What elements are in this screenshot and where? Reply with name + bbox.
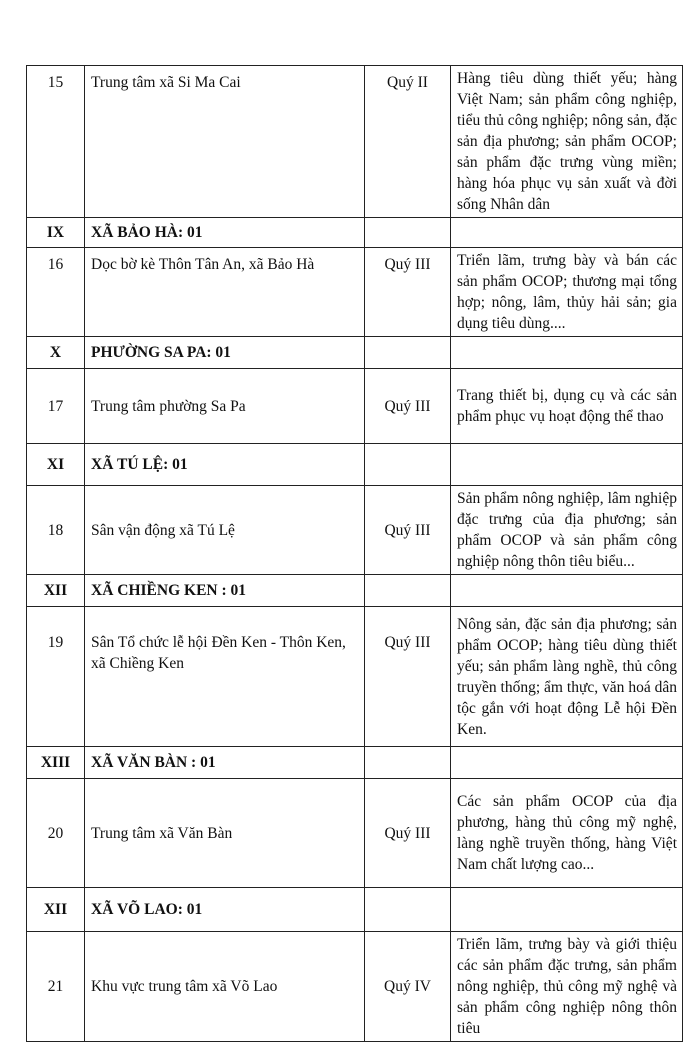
section-number: X [27, 337, 85, 369]
location-cell: Dọc bờ kè Thôn Tân An, xã Bảo Hà [85, 248, 365, 337]
table-row [27, 779, 683, 888]
products-cell: Hàng tiêu dùng thiết yếu; hàng Việt Nam; sản phẩm công nghiệp, tiểu thủ công nghiệp; nông sản, đặc sản địa phương; sản phẩm OCOP; sản phẩm đặc trưng vùng miền; hàng hóa phục vụ sản xuất và đời sống Nhân dân [451, 66, 683, 218]
table-row [27, 486, 683, 575]
section-title: XÃ BẢO HÀ: 01 [85, 218, 365, 248]
time-cell: Quý III [365, 369, 451, 444]
table-row [27, 248, 683, 337]
section-number: IX [27, 218, 85, 248]
products-cell: Nông sản, đặc sản địa phương; sản phẩm OCOP; hàng tiêu dùng thiết yếu; sản phẩm làng nghề, thủ công truyền thống; ẩm thực, văn hoá dân tộc gắn với hoạt động Lễ hội Đền Ken. [451, 607, 683, 747]
time-cell: Quý IV [365, 932, 451, 1042]
section-number: XIII [27, 747, 85, 779]
section-row [27, 218, 683, 248]
section-title: PHƯỜNG SA PA: 01 [85, 337, 365, 369]
row-number: 21 [27, 932, 85, 1042]
fair-schedule-table [26, 65, 683, 1042]
section-row [27, 337, 683, 369]
location-cell: Trung tâm xã Si Ma Cai [85, 66, 365, 218]
section-number: XII [27, 888, 85, 932]
products-cell: Sản phẩm nông nghiệp, lâm nghiệp đặc trưng của địa phương; sản phẩm OCOP và sản phẩm công nghiệp nông thôn tiêu biểu... [451, 486, 683, 575]
time-cell: Quý II [365, 66, 451, 218]
section-title: XÃ TÚ LỆ: 01 [85, 444, 365, 486]
location-cell: Khu vực trung tâm xã Võ Lao [85, 932, 365, 1042]
row-number: 16 [27, 248, 85, 337]
section-row [27, 444, 683, 486]
section-title: XÃ CHIỀNG KEN : 01 [85, 575, 365, 607]
time-cell: Quý III [365, 779, 451, 888]
section-row [27, 747, 683, 779]
location-cell: Trung tâm xã Văn Bàn [85, 779, 365, 888]
location-cell: Trung tâm phường Sa Pa [85, 369, 365, 444]
location-cell: Sân vận động xã Tú Lệ [85, 486, 365, 575]
time-cell: Quý III [365, 486, 451, 575]
table-row [27, 932, 683, 1042]
table-row [27, 607, 683, 747]
row-number: 18 [27, 486, 85, 575]
section-title: XÃ VĂN BÀN : 01 [85, 747, 365, 779]
products-cell: Triển lãm, trưng bày và bán các sản phẩm OCOP; thương mại tổng hợp; nông, lâm, thủy hải sản; gia dụng tiêu dùng.... [451, 248, 683, 337]
row-number: 15 [27, 66, 85, 218]
section-row [27, 575, 683, 607]
table-row [27, 369, 683, 444]
products-cell: Triển lãm, trưng bày và giới thiệu các sản phẩm đặc trưng, sản phẩm nông nghiệp, thủ công mỹ nghệ và sản phẩm công nghiệp nông thôn tiêu [451, 932, 683, 1042]
section-number: XI [27, 444, 85, 486]
products-cell: Trang thiết bị, dụng cụ và các sản phẩm phục vụ hoạt động thể thao [451, 369, 683, 444]
location-cell: Sân Tổ chức lễ hội Đền Ken - Thôn Ken, xã Chiềng Ken [85, 607, 365, 747]
section-title: XÃ VÕ LAO: 01 [85, 888, 365, 932]
time-cell: Quý III [365, 607, 451, 747]
section-row [27, 888, 683, 932]
row-number: 19 [27, 607, 85, 747]
section-number: XII [27, 575, 85, 607]
table-row [27, 66, 683, 218]
products-cell: Các sản phẩm OCOP của địa phương, hàng thủ công mỹ nghệ, làng nghề truyền thống, hàng Việt Nam chất lượng cao... [451, 779, 683, 888]
row-number: 20 [27, 779, 85, 888]
row-number: 17 [27, 369, 85, 444]
time-cell: Quý III [365, 248, 451, 337]
